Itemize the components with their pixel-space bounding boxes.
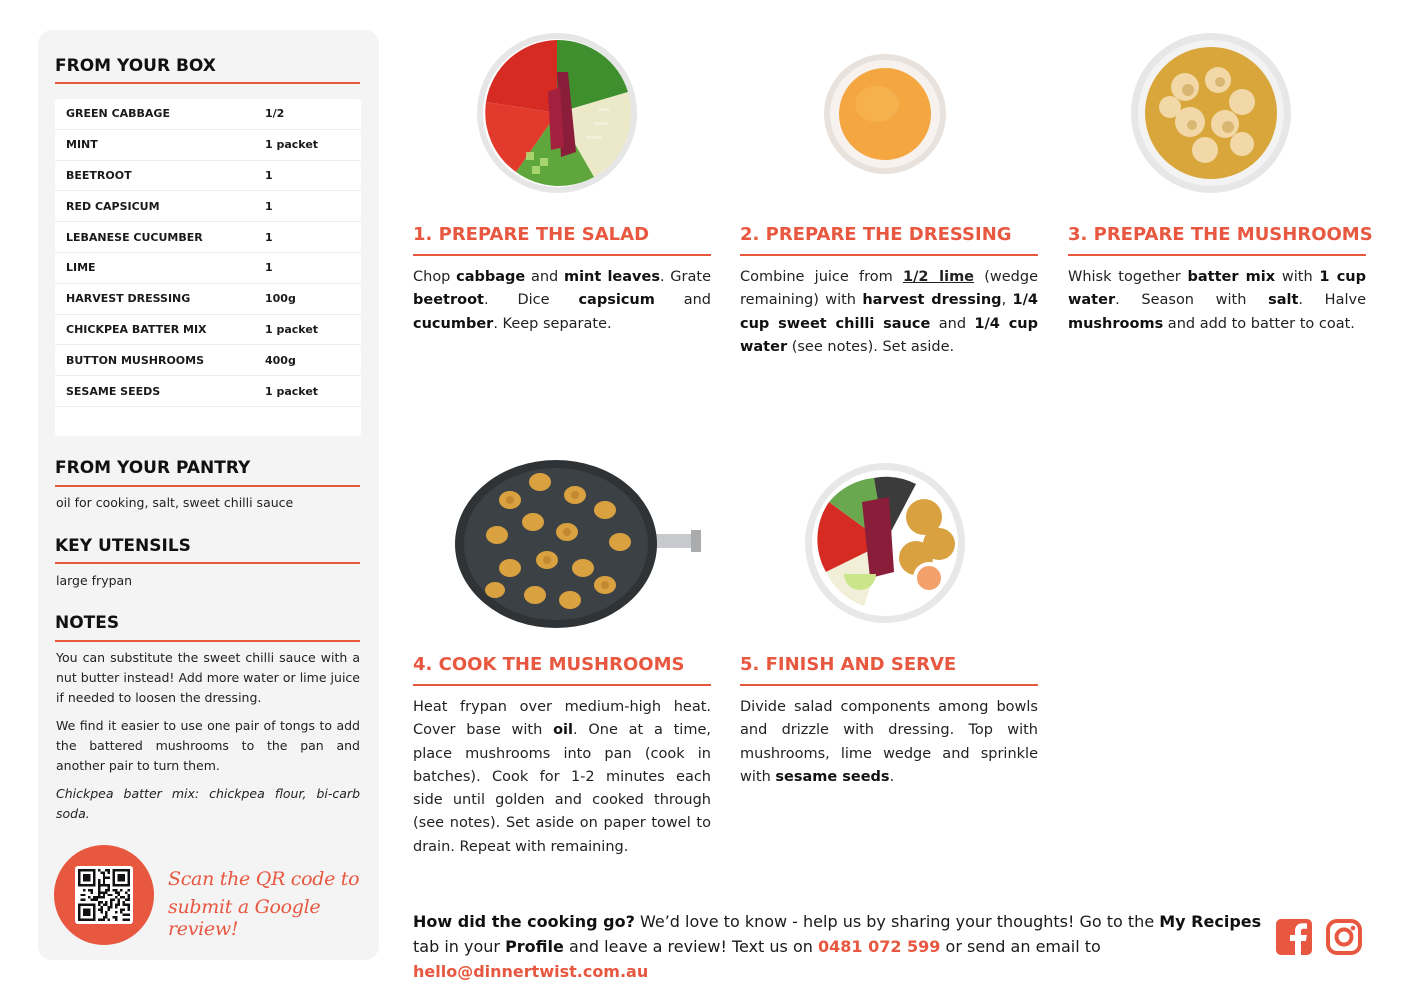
key-utensils-title: KEY UTENSILS — [55, 536, 191, 556]
text-run: How did the cooking go? — [413, 912, 635, 931]
text-run: 1/4 cup sweet chilli sauce — [740, 292, 1039, 332]
ingredient-name: SESAME SEEDS — [66, 384, 161, 398]
text-run: Chop — [413, 269, 457, 285]
text-run: Profile — [505, 937, 564, 956]
text-run: oil — [553, 722, 573, 739]
text-run: and add to batter to coat. — [1163, 315, 1355, 332]
text-run: tab in your — [413, 937, 506, 956]
text-run: . Dice — [484, 292, 579, 309]
step-5-text — [740, 696, 1038, 789]
text-run: and — [930, 315, 975, 332]
text-run: batter mix — [1187, 269, 1276, 285]
ingredient-quantity: 1 — [265, 230, 273, 244]
frypan-mushrooms-photo — [455, 460, 701, 628]
text-run: Divide salad components among bowls and drizzle with dressing. Top with mushrooms, lime wedge and sprinkle with — [740, 699, 1038, 785]
review-prompt — [413, 909, 1263, 984]
text-run: . Keep separate. — [493, 315, 612, 332]
text-run: mushrooms — [1068, 315, 1164, 332]
divider — [55, 562, 360, 564]
divider — [413, 684, 711, 686]
step-1-text — [413, 266, 711, 336]
step-3-text — [1068, 266, 1366, 336]
text-run: (wedge remaining) with — [740, 269, 1038, 309]
text-run: . Season with — [1115, 292, 1269, 309]
divider — [413, 254, 711, 256]
ingredient-row — [55, 130, 361, 161]
divider — [740, 684, 1038, 686]
from-your-pantry-title: FROM YOUR PANTRY — [55, 458, 251, 478]
ingredient-quantity: 1 — [265, 168, 273, 182]
step-1-title: 1. PREPARE THE SALAD — [413, 224, 650, 245]
ingredient-quantity: 1/2 — [265, 107, 285, 121]
divider — [55, 640, 360, 642]
text-run: and — [654, 292, 711, 309]
text-run: with — [1275, 269, 1320, 285]
email-link[interactable]: hello@dinnertwist.com.au — [413, 962, 649, 981]
ingredient-row — [55, 376, 361, 407]
text-run: 1/2 lime — [903, 269, 975, 285]
ingredient-name: BEETROOT — [66, 168, 132, 182]
text-run: . Grate — [659, 269, 711, 285]
note-1: You can substitute the sweet chilli sauce with a nut butter instead! Add more water or lime juice if needed to loosen the dressing. — [56, 650, 360, 705]
notes-title: NOTES — [55, 613, 120, 633]
ingredient-row — [55, 191, 361, 222]
text-run: . Halve — [1298, 292, 1366, 309]
text-run: capsicum — [578, 292, 655, 309]
ingredient-name: CHICKPEA BATTER MIX — [66, 322, 207, 336]
sidebar — [38, 30, 379, 960]
facebook-icon[interactable] — [1275, 918, 1313, 956]
step-3-title: 3. PREPARE THE MUSHROOMS — [1068, 224, 1373, 245]
ingredient-name: HARVEST DRESSING — [66, 292, 191, 306]
ingredient-name: MINT — [66, 138, 98, 152]
divider — [740, 254, 1038, 256]
text-run: cabbage — [456, 269, 526, 285]
ingredient-quantity: 1 — [265, 261, 273, 275]
ingredient-name: LIME — [66, 261, 96, 275]
divider — [1068, 254, 1366, 256]
qr-badge[interactable] — [54, 845, 154, 945]
ingredient-quantity: 1 packet — [265, 138, 319, 152]
text-run: or send an email to — [940, 937, 1101, 956]
ingredient-row — [55, 161, 361, 192]
pantry-text: oil for cooking, salt, sweet chilli sauce — [56, 495, 294, 510]
text-run: We’d love to know - help us by sharing your thoughts! Go to the — [634, 912, 1160, 931]
ingredient-row — [55, 284, 361, 315]
text-run: and leave a review! Text us on — [563, 937, 818, 956]
ingredient-quantity: 1 — [265, 199, 273, 213]
note-3: Chickpea batter mix: chickpea flour, bi-carb soda. — [56, 786, 360, 821]
ingredient-name: LEBANESE CUCUMBER — [66, 230, 203, 244]
ingredient-quantity: 100g — [265, 292, 296, 306]
battered-mushrooms-photo — [1130, 32, 1292, 194]
from-your-box-title: FROM YOUR BOX — [55, 56, 216, 76]
text-run: Combine juice from — [740, 269, 903, 285]
text-run: . One at a time, place mushrooms into pan (cook in batches). Cook for 1-2 minutes each side until golden and cooked through (see notes). Set aside on paper towel to drain. Repeat with remaining. — [413, 722, 711, 855]
step-4-text — [413, 696, 711, 859]
text-run: My Recipes — [1159, 912, 1262, 931]
dressing-bowl-photo — [822, 52, 948, 176]
text-run: Heat frypan over medium-high heat. Cover base with — [413, 699, 711, 739]
text-run: (see notes). Set aside. — [787, 338, 955, 355]
qr-code-icon[interactable] — [75, 866, 133, 924]
note-2: We find it easier to use one pair of tongs to add the battered mushrooms to the pan and another pair to turn them. — [56, 718, 360, 773]
divider — [55, 485, 360, 487]
qr-message-line-1: Scan the QR code to — [168, 868, 360, 890]
ingredient-row — [55, 99, 361, 130]
ingredients-table — [55, 99, 361, 436]
instagram-icon[interactable] — [1325, 918, 1363, 956]
ingredient-row — [55, 222, 361, 253]
text-run: , — [1001, 292, 1013, 309]
step-2-title: 2. PREPARE THE DRESSING — [740, 224, 1012, 245]
text-run: harvest dressing — [862, 292, 1002, 309]
text-run: cucumber — [413, 315, 494, 332]
text-run: sesame seeds — [775, 768, 890, 785]
utensils-text: large frypan — [56, 573, 133, 588]
ingredient-name: RED CAPSICUM — [66, 199, 160, 213]
qr-message-line-2: submit a Google review! — [168, 896, 321, 940]
text-run: 1/4 cup water — [740, 315, 1038, 355]
ingredient-row — [55, 345, 361, 376]
phone-link[interactable]: 0481 072 599 — [817, 937, 941, 956]
finished-bowl-photo — [804, 462, 966, 624]
ingredient-name: GREEN CABBAGE — [66, 107, 170, 121]
text-run: Whisk together — [1068, 269, 1188, 285]
step-5-title: 5. FINISH AND SERVE — [740, 654, 957, 675]
step-2-text — [740, 266, 1038, 359]
divider — [55, 82, 360, 84]
ingredient-row — [55, 253, 361, 284]
ingredient-quantity: 400g — [265, 353, 296, 367]
ingredient-row — [55, 315, 361, 346]
text-run: mint leaves — [563, 269, 660, 285]
ingredient-name: BUTTON MUSHROOMS — [66, 353, 205, 367]
salad-ingredients-photo — [476, 32, 638, 194]
text-run: beetroot — [413, 292, 484, 309]
ingredient-quantity: 1 packet — [265, 384, 319, 398]
text-run: and — [525, 269, 564, 285]
text-run: 1 cup water — [1068, 269, 1367, 309]
text-run: . — [889, 768, 895, 785]
ingredient-quantity: 1 packet — [265, 322, 319, 336]
step-4-title: 4. COOK THE MUSHROOMS — [413, 654, 685, 675]
text-run: salt — [1268, 292, 1299, 309]
